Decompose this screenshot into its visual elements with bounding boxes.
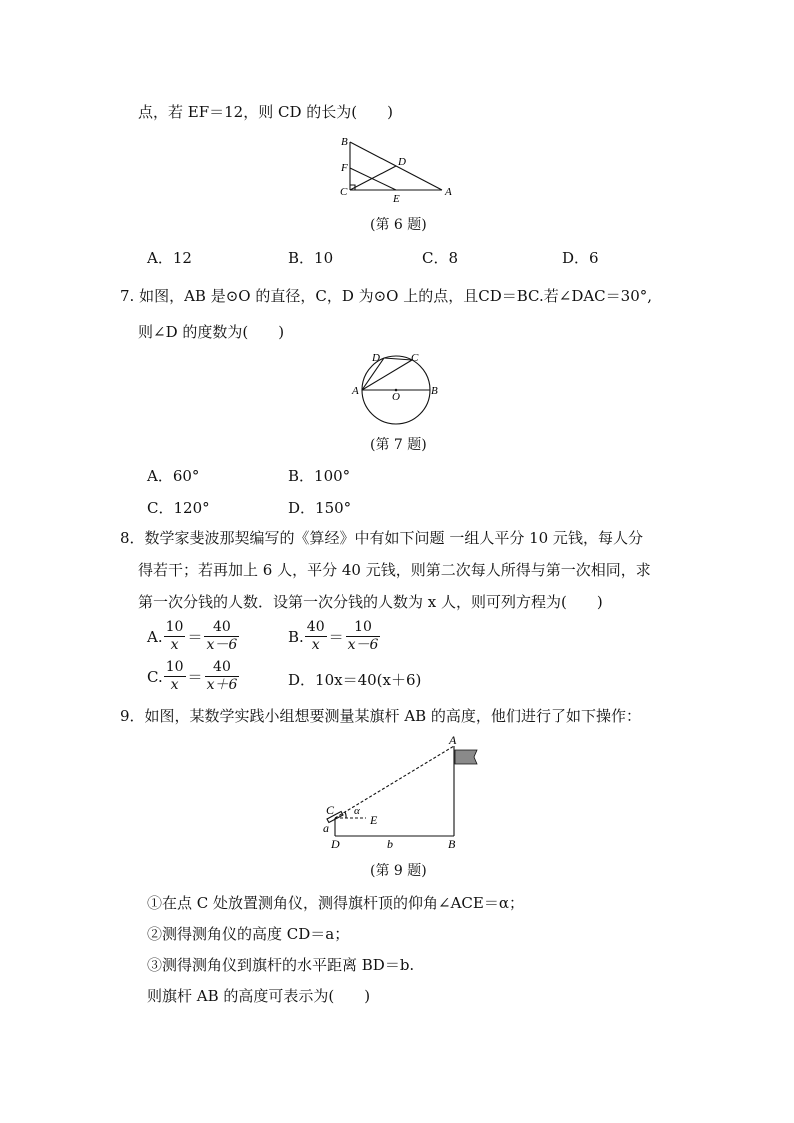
q6-figure (330, 130, 460, 208)
q8-option-b-right-fraction (346, 619, 381, 654)
q8-option-b-label: B. (288, 627, 304, 646)
q7-option-a: A．60° (147, 467, 200, 485)
q8-option-b-left-num: 40 (306, 619, 325, 635)
q6-label-D: D (398, 156, 406, 168)
q7-label-C: C (411, 352, 419, 364)
q6-caption: (第 6 题) (370, 217, 427, 233)
q7-stem-line2: 则∠D 的度数为( ) (138, 323, 285, 341)
q8-option-c-left-num: 10 (165, 659, 184, 675)
q8-stem-line2: 得若干；若再加上 6 人，平分 40 元钱，则第二次每人所得与第一次相同，求 (138, 561, 651, 579)
q7-label-A: A (352, 385, 359, 397)
q7-label-D: D (372, 352, 380, 364)
q9-question: 则旗杆 AB 的高度可表示为( ) (147, 987, 371, 1005)
q8-stem-line3: 第一次分钱的人数．设第一次分钱的人数为 x 人，则可列方程为( ) (138, 593, 603, 611)
q6-option-c: C．8 (422, 249, 459, 267)
q7-option-c: C．120° (147, 499, 210, 517)
q8-option-c-eq: ＝ (187, 667, 203, 686)
q8-option-a-left-num: 10 (165, 619, 184, 635)
q7-option-b: B．100° (288, 467, 351, 485)
q7-stem-line1: 7. 如图，AB 是⊙O 的直径，C，D 为⊙O 上的点，且CD＝BC.若∠DAC＝30°, (120, 287, 653, 305)
q9-label-A: A (449, 733, 457, 747)
q9-step-3: ③测得测角仪到旗杆的水平距离 BD＝b. (147, 956, 415, 974)
q9-sightline-CA (335, 746, 454, 818)
q8-option-a-left-fraction (164, 619, 186, 654)
q6-label-E: E (393, 193, 400, 205)
q8-option-b-eq: ＝ (328, 627, 344, 646)
q8-option-b-right-num: 10 (346, 619, 381, 637)
q9-figure (318, 732, 490, 854)
q9-label-B: B (448, 837, 456, 851)
q7-chord-AC (362, 360, 412, 390)
q8-option-c-right-den: x＋6 (206, 677, 238, 693)
q8-option-b-left-fraction (305, 619, 327, 654)
q9-label-E: E (370, 813, 378, 827)
q9-label-C: C (326, 803, 335, 817)
q7-label-B: B (431, 385, 438, 397)
q8-option-a-left-den: x (170, 637, 179, 653)
q6-label-F: F (341, 162, 348, 174)
q8-option-c-right-fraction (205, 659, 240, 694)
q8-option-c-right-num: 40 (205, 659, 240, 677)
q8-stem-line1: 8．数学家斐波那契编写的《算经》中有如下问题 一组人平分 10 元钱，每人分 (120, 529, 643, 547)
q6-option-d: D．6 (562, 249, 599, 267)
q8-option-d: D．10x＝40(x＋6) (288, 671, 422, 689)
q8-option-a-right-den: x－6 (206, 637, 238, 653)
q8-option-a-right-num: 40 (204, 619, 239, 637)
q9-angle-arc (345, 812, 346, 818)
q9-label-D: D (331, 837, 340, 851)
q7-caption: (第 7 题) (370, 437, 427, 453)
q6-label-C: C (340, 186, 348, 198)
q7-figure (348, 348, 444, 430)
q9-caption: (第 9 题) (370, 863, 427, 879)
q8-option-c-left-fraction (164, 659, 186, 694)
q6-label-A: A (445, 186, 452, 198)
q9-step-1: ①在点 C 处放置测角仪，测得旗杆顶的仰角∠ACE＝α； (147, 894, 524, 912)
q6-stem-tail: 点，若 EF＝12，则 CD 的长为( ) (138, 103, 393, 121)
q8-option-a-right-fraction (204, 619, 239, 654)
q9-flag (455, 750, 477, 764)
q7-label-O: O (392, 391, 400, 403)
q8-option-b-right-den: x－6 (347, 637, 379, 653)
q8-option-b-left-den: x (311, 637, 320, 653)
q8-option-c (147, 659, 240, 694)
q8-option-c-left-den: x (170, 677, 179, 693)
q9-label-b: b (387, 837, 393, 851)
q8-option-a (147, 619, 240, 654)
q8-option-c-label: C. (147, 667, 163, 686)
q9-step-2: ②测得测角仪的高度 CD＝a； (147, 925, 350, 943)
q9-label-alpha: α (354, 805, 360, 817)
q9-label-a: a (323, 821, 329, 835)
q8-option-b (288, 619, 381, 654)
q6-label-B: B (341, 136, 348, 148)
q6-option-a: A．12 (147, 249, 192, 267)
q8-option-a-eq: ＝ (187, 627, 203, 646)
q6-option-b: B．10 (288, 249, 334, 267)
q8-option-a-label: A. (147, 627, 163, 646)
q9-stem-line1: 9．如图，某数学实践小组想要测量某旗杆 AB 的高度，他们进行了如下操作： (120, 707, 641, 725)
q7-option-d: D．150° (288, 499, 352, 517)
